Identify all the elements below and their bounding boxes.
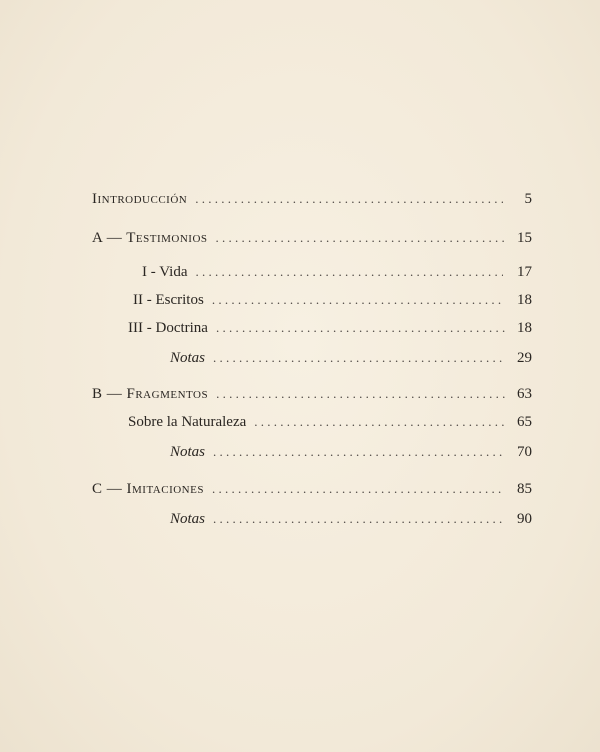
toc-entry-sobre-la-naturaleza xyxy=(128,414,532,436)
toc-page-number: 65 xyxy=(517,414,532,430)
dot-leader xyxy=(212,481,505,497)
toc-label: Notas xyxy=(170,444,206,460)
toc-page-number: 18 xyxy=(517,320,532,336)
toc-label: I - Vida xyxy=(142,264,188,280)
toc-page-number: 5 xyxy=(524,191,532,207)
toc-entry-vida xyxy=(142,264,532,286)
dot-leader xyxy=(195,264,503,280)
dot-leader xyxy=(213,511,505,527)
toc-entry-doctrina xyxy=(128,320,532,342)
dot-leader xyxy=(212,292,505,308)
toc-entry-introduccion xyxy=(92,191,532,213)
toc-label: Iintroducción xyxy=(92,191,188,207)
toc-label: Sobre la Naturaleza xyxy=(128,414,247,430)
toc-label: Notas xyxy=(170,350,206,366)
toc-entry-c-imitaciones xyxy=(92,481,532,503)
toc-page-number: 90 xyxy=(517,511,532,527)
toc-entry-notas-a xyxy=(170,350,532,372)
toc-entry-escritos xyxy=(133,292,532,314)
toc-page-number: 17 xyxy=(517,264,532,280)
dot-leader xyxy=(216,230,505,246)
dot-leader xyxy=(254,414,507,430)
toc-label: III - Doctrina xyxy=(128,320,208,336)
toc-page-number: 63 xyxy=(517,386,532,402)
dot-leader xyxy=(213,350,505,366)
toc-page-number: 70 xyxy=(517,444,532,460)
toc-page-number: 18 xyxy=(517,292,532,308)
toc-label: Notas xyxy=(170,511,206,527)
toc-entry-notas-b xyxy=(170,444,532,466)
toc-entry-a-testimonios xyxy=(92,230,532,252)
dot-leader xyxy=(195,191,503,207)
toc-label: B — Fragmentos xyxy=(92,386,209,402)
toc-page-number: 15 xyxy=(517,230,532,246)
toc-page-number: 29 xyxy=(517,350,532,366)
dot-leader xyxy=(213,444,505,460)
toc-entry-notas-c xyxy=(170,511,532,533)
toc-entry-b-fragmentos xyxy=(92,386,532,408)
dot-leader xyxy=(216,386,505,402)
toc-label: C — Imitaciones xyxy=(92,481,204,497)
dot-leader xyxy=(216,320,505,336)
toc-label: A — Testimonios xyxy=(92,230,208,246)
toc-label: II - Escritos xyxy=(133,292,204,308)
toc-page-number: 85 xyxy=(517,481,532,497)
